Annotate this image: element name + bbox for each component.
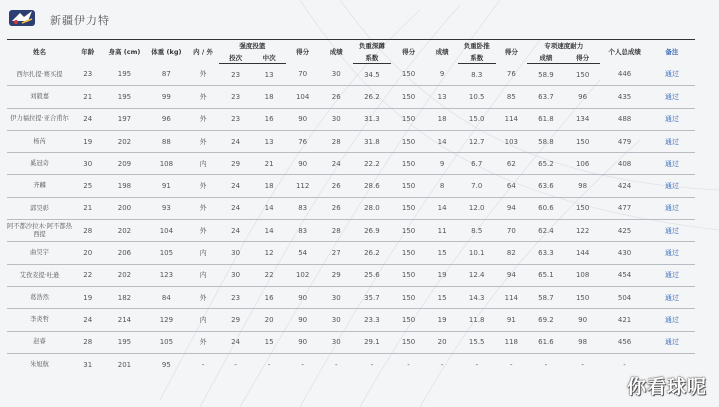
cell-weight: 129 [159, 315, 174, 324]
cell-load-run-coef: 26.2 [364, 249, 380, 258]
cell-strength-score: 104 [295, 92, 310, 101]
table-body [7, 64, 695, 376]
cell-player-name: 赵睿 [33, 338, 46, 346]
cell-load-run-score: 150 [401, 338, 416, 347]
cell-weight: 105 [159, 249, 174, 258]
cell-load-bench-score: 64 [506, 182, 516, 191]
cell-strength-score: 90 [298, 115, 308, 124]
cell-inside-outside: 外 [199, 92, 207, 101]
cell-load-run-coef: 31.3 [364, 115, 380, 124]
cell-load-run-result: 26 [331, 204, 341, 213]
cell-strength-hit: 12 [264, 249, 274, 258]
cell-note[interactable]: 通过 [664, 315, 679, 324]
cell-weight: 95 [161, 360, 171, 369]
cell-strength-count: 29 [231, 315, 241, 324]
cell-load-bench-result: 20 [437, 338, 447, 347]
cell-total-score: 424 [617, 182, 632, 191]
cell-inside-outside: 内 [199, 271, 207, 280]
cell-load-run-result: 28 [331, 226, 341, 235]
cell-total-score: 408 [617, 159, 632, 168]
cell-load-bench-score: 85 [506, 92, 516, 101]
cell-load-bench-result: 15 [437, 249, 447, 258]
cell-load-bench-score: 82 [506, 249, 516, 258]
cell-load-run-score: 150 [401, 159, 416, 168]
cell-endurance-result: 61.6 [538, 338, 554, 347]
cell-load-bench-score: 76 [506, 70, 516, 79]
cell-load-run-result: 30 [331, 70, 341, 79]
cell-inside-outside: 外 [199, 182, 207, 191]
cell-load-run-coef: 22.2 [364, 159, 380, 168]
cell-inside-outside: 外 [199, 204, 207, 213]
cell-note[interactable]: 通过 [664, 249, 679, 258]
cell-weight: 93 [161, 204, 171, 213]
cell-note[interactable]: 通过 [664, 293, 679, 302]
cell-load-bench-result: 9 [439, 159, 445, 168]
cell-load-run-score: 150 [401, 92, 416, 101]
cell-note[interactable]: 通过 [664, 182, 679, 191]
cell-inside-outside: 外 [199, 115, 207, 124]
cell-height: 206 [117, 249, 132, 258]
cell-player-name: 伊力福拉提·亚合甫尔 [10, 115, 69, 123]
cell-load-bench-result: 14 [437, 204, 447, 213]
cell-strength-hit: 22 [264, 271, 274, 280]
cell-load-bench-coef: 15.0 [468, 115, 485, 124]
cell-load-bench-coef: 7.0 [471, 182, 483, 191]
cell-endurance-score: - [581, 360, 584, 369]
cell-player-name: 杨芮 [33, 137, 46, 145]
cell-player-name: 阿不都沙拉木·阿不都热西提 [7, 223, 72, 238]
cell-strength-hit: 16 [264, 293, 274, 302]
table-row [7, 264, 695, 286]
cell-inside-outside: 外 [199, 70, 207, 79]
col-strength-hit: 中次 [252, 52, 286, 64]
cell-height: 202 [117, 137, 132, 146]
cell-height: 198 [117, 182, 132, 191]
cell-strength-hit: 18 [264, 182, 274, 191]
cell-strength-count: 23 [231, 293, 241, 302]
cell-load-run-coef: 28.6 [364, 182, 380, 191]
cell-load-bench-score: 114 [504, 293, 518, 302]
cell-note[interactable]: 通过 [664, 338, 679, 347]
cell-endurance-result: 65.1 [538, 271, 554, 280]
cell-height: 214 [117, 315, 132, 324]
cell-strength-count: 24 [231, 226, 241, 235]
cell-note[interactable]: 通过 [664, 159, 679, 168]
table-row [7, 242, 695, 264]
cell-player-name: 西尔扎提·赛买提 [16, 70, 63, 78]
cell-load-bench-coef: 8.5 [471, 226, 483, 235]
cell-endurance-result: 58.8 [538, 137, 554, 146]
cell-load-bench-result: 19 [437, 271, 447, 280]
cell-load-run-result: 30 [331, 338, 341, 347]
cell-load-run-score: 150 [401, 249, 416, 258]
cell-strength-hit: 13 [264, 137, 274, 146]
cell-weight: 96 [161, 115, 171, 124]
cell-note[interactable]: 通过 [664, 204, 679, 213]
cell-load-run-score: 150 [401, 70, 416, 79]
cell-load-bench-result: 14 [437, 137, 447, 146]
cell-endurance-result: - [544, 360, 548, 369]
cell-age: 19 [83, 293, 93, 302]
cell-strength-count: - [234, 360, 237, 369]
col-name: 姓名 [7, 40, 72, 64]
cell-age: 20 [83, 249, 93, 258]
col-age: 年龄 [72, 40, 103, 64]
cell-load-run-score: 150 [401, 137, 416, 146]
cell-height: 202 [117, 271, 132, 280]
cell-load-run-coef: - [370, 360, 374, 369]
cell-load-run-coef: 29.1 [364, 338, 380, 347]
cell-note[interactable]: 通过 [664, 271, 679, 280]
col-endurance-result: 成绩 [527, 52, 565, 64]
cell-load-bench-score: 91 [506, 315, 516, 324]
cell-age: 31 [83, 360, 93, 369]
col-load-bench-score: 得分 [496, 40, 527, 64]
cell-weight: 123 [159, 271, 174, 280]
cell-load-run-result: 30 [331, 315, 341, 324]
cell-strength-count: 24 [231, 338, 241, 347]
cell-age: 21 [83, 92, 93, 101]
cell-strength-score: 83 [298, 226, 308, 235]
cell-load-run-score: 150 [401, 293, 416, 302]
cell-total-score: 504 [617, 293, 632, 302]
cell-weight: 84 [161, 293, 171, 302]
cell-strength-hit: 15 [264, 338, 274, 347]
cell-load-bench-coef: - [475, 360, 478, 369]
cell-strength-count: 23 [231, 92, 241, 101]
col-endurance-score: 得分 [565, 52, 601, 64]
cell-load-bench-coef: 15.5 [468, 338, 485, 347]
cell-total-score: 421 [617, 315, 632, 324]
cell-endurance-result: 58.9 [538, 70, 554, 79]
col-weight: 体重 (kg) [145, 40, 187, 64]
cell-height: 182 [117, 293, 132, 302]
table-row [7, 108, 695, 130]
cell-strength-hit: 14 [264, 226, 274, 235]
cell-endurance-result: 65.2 [538, 159, 554, 168]
cell-endurance-score: 96 [578, 92, 588, 101]
cell-strength-count: 24 [231, 182, 241, 191]
cell-endurance-score: 122 [575, 226, 590, 235]
cell-endurance-result: 60.6 [538, 204, 554, 213]
cell-load-run-result: 26 [331, 182, 341, 191]
cell-total-score: 488 [617, 115, 632, 124]
col-strength-count: 投次 [219, 52, 253, 64]
table-row [7, 64, 695, 86]
col-load-run: 负重深蹲 [353, 40, 391, 52]
col-load-run-result: 成绩 [319, 40, 353, 64]
cell-endurance-score: 90 [578, 315, 588, 324]
cell-player-name: 刘毅嘉 [30, 93, 49, 101]
cell-endurance-result: 58.7 [538, 293, 554, 302]
cell-age: 28 [83, 338, 93, 347]
cell-endurance-score: 150 [575, 137, 590, 146]
cell-strength-count: 23 [231, 70, 241, 79]
cell-load-bench-coef: 12.4 [468, 271, 485, 280]
cell-total-score: 454 [617, 271, 632, 280]
cell-inside-outside: 外 [199, 226, 207, 235]
col-strength: 强度投篮 [219, 40, 286, 52]
cell-inside-outside: 内 [199, 315, 207, 324]
table-row [7, 130, 695, 152]
col-strength-score: 得分 [286, 40, 320, 64]
cell-total-score: 479 [617, 137, 632, 146]
cell-load-bench-coef: 12.0 [468, 204, 485, 213]
cell-strength-score: 90 [298, 159, 308, 168]
cell-total-score: 456 [617, 338, 632, 347]
cell-load-run-score: - [407, 360, 410, 369]
cell-endurance-result: 61.8 [538, 115, 554, 124]
col-load-bench: 负重卧推 [458, 40, 496, 52]
cell-load-run-score: 150 [401, 226, 416, 235]
cell-load-run-result: 26 [331, 92, 341, 101]
cell-load-run-result: 27 [331, 249, 341, 258]
cell-strength-score: 90 [298, 293, 308, 302]
cell-note[interactable]: 通过 [664, 226, 679, 235]
cell-endurance-result: 63.7 [538, 92, 554, 101]
cell-load-run-result: 30 [331, 293, 341, 302]
cell-strength-score: 54 [298, 249, 308, 258]
cell-weight: 108 [159, 159, 174, 168]
team-logo-icon [8, 7, 36, 29]
cell-load-run-score: 150 [401, 115, 416, 124]
table-row [7, 86, 695, 108]
cell-player-name: 葛浩然 [30, 293, 49, 301]
col-total: 个人总成绩 [600, 40, 648, 64]
cell-age: 30 [83, 159, 93, 168]
cell-endurance-score: 98 [578, 338, 588, 347]
cell-load-run-score: 150 [401, 271, 416, 280]
cell-strength-hit: 13 [264, 70, 274, 79]
cell-load-bench-result: 11 [437, 226, 447, 235]
cell-note[interactable]: 通过 [664, 92, 679, 101]
col-load-run-score: 得分 [391, 40, 427, 64]
col-height: 身高 (cm) [103, 40, 145, 64]
cell-load-bench-score: 94 [506, 271, 516, 280]
cell-age: 24 [83, 115, 93, 124]
cell-height: 195 [117, 338, 132, 347]
cell-total-score: 430 [617, 249, 632, 258]
cell-load-run-coef: 25.6 [364, 271, 380, 280]
cell-endurance-result: 62.4 [538, 226, 554, 235]
cell-inside-outside: - [201, 360, 205, 369]
cell-load-run-result: 29 [331, 271, 341, 280]
table-row [7, 175, 695, 197]
col-load-run-coef: 系数 [353, 52, 391, 64]
page-header [0, 0, 719, 36]
cell-age: 22 [83, 271, 93, 280]
cell-load-bench-result: 19 [437, 315, 447, 324]
cell-endurance-result: 63.6 [538, 182, 554, 191]
cell-strength-count: 24 [231, 137, 241, 146]
cell-endurance-score: 106 [575, 159, 590, 168]
watermark: 你看球呢 [626, 376, 707, 398]
cell-weight: 91 [161, 182, 171, 191]
cell-load-run-coef: 35.7 [364, 293, 380, 302]
cell-load-run-result: 30 [331, 115, 341, 124]
col-io: 内 / 外 [187, 40, 218, 64]
col-load-bench-coef: 系数 [458, 52, 496, 64]
cell-age: 23 [83, 70, 93, 79]
cell-endurance-score: 144 [575, 249, 590, 258]
cell-endurance-result: 63.3 [538, 249, 554, 258]
cell-endurance-score: 98 [578, 182, 588, 191]
cell-total-score: 477 [617, 204, 632, 213]
cell-load-bench-coef: 11.8 [468, 315, 485, 324]
cell-age: 21 [83, 204, 93, 213]
cell-height: 195 [117, 92, 132, 101]
cell-load-bench-result: 18 [437, 115, 447, 124]
cell-endurance-score: 134 [575, 115, 590, 124]
table-row [7, 331, 695, 353]
cell-endurance-score: 150 [575, 70, 590, 79]
fitness-test-table [7, 39, 695, 376]
table-row [7, 153, 695, 175]
cell-load-run-score: 150 [401, 204, 416, 213]
cell-inside-outside: 外 [199, 137, 207, 146]
cell-height: 209 [117, 159, 132, 168]
table-row [7, 353, 695, 375]
cell-strength-count: 30 [231, 271, 241, 280]
cell-weight: 87 [161, 70, 171, 79]
cell-total-score: 435 [617, 92, 632, 101]
cell-load-bench-coef: 12.7 [468, 137, 485, 146]
cell-load-run-score: 150 [401, 182, 416, 191]
col-endurance: 专项速度耐力 [527, 40, 600, 52]
cell-load-run-coef: 34.5 [364, 70, 380, 79]
cell-endurance-score: 150 [575, 204, 590, 213]
cell-note[interactable]: 通过 [664, 115, 679, 124]
cell-inside-outside: 外 [199, 293, 207, 302]
cell-strength-score: 90 [298, 338, 308, 347]
table-row [7, 197, 695, 219]
cell-age: 19 [83, 137, 93, 146]
cell-height: 202 [117, 226, 132, 235]
cell-total-score: - [623, 360, 626, 369]
cell-inside-outside: 外 [199, 338, 207, 347]
cell-load-bench-result: 8 [439, 182, 445, 191]
cell-strength-hit: 14 [264, 204, 274, 213]
cell-weight: 105 [159, 338, 174, 347]
cell-load-bench-score: 118 [504, 338, 518, 347]
cell-strength-hit: 20 [264, 315, 274, 324]
cell-load-run-coef: 26.9 [364, 226, 380, 235]
cell-load-bench-score: 70 [506, 226, 516, 235]
cell-strength-count: 23 [231, 115, 241, 124]
cell-player-name: 奚冠奇 [30, 160, 49, 168]
cell-weight: 88 [161, 137, 171, 146]
table-row [7, 286, 695, 308]
cell-load-run-coef: 28.0 [364, 204, 380, 213]
cell-strength-score: - [301, 360, 304, 369]
cell-age: 25 [83, 182, 93, 191]
col-note: 备注 [649, 40, 695, 64]
cell-load-bench-result: 9 [439, 70, 445, 79]
cell-load-bench-coef: 10.1 [468, 249, 485, 258]
col-load-bench-result: 成绩 [426, 40, 457, 64]
cell-strength-hit: 18 [264, 92, 274, 101]
cell-load-bench-result: - [440, 360, 444, 369]
cell-load-bench-score: - [510, 360, 513, 369]
cell-player-name: 郭昊彰 [30, 204, 49, 212]
cell-strength-score: 76 [298, 137, 308, 146]
cell-age: 28 [83, 226, 93, 235]
cell-load-run-score: 150 [401, 315, 416, 324]
cell-strength-score: 90 [298, 315, 308, 324]
cell-inside-outside: 内 [199, 249, 207, 258]
cell-note[interactable]: 通过 [664, 137, 679, 146]
cell-height: 197 [117, 115, 132, 124]
cell-player-name: 李炎哲 [30, 316, 49, 324]
cell-height: 200 [117, 204, 132, 213]
cell-strength-hit: - [267, 360, 271, 369]
cell-player-name: 曲昊宇 [30, 249, 49, 257]
cell-load-bench-result: 13 [437, 92, 447, 101]
cell-load-run-coef: 23.3 [364, 315, 380, 324]
cell-load-run-result: - [334, 360, 338, 369]
cell-load-bench-score: 62 [506, 159, 516, 168]
cell-strength-score: 102 [295, 271, 310, 280]
cell-load-bench-coef: 8.3 [471, 70, 483, 79]
cell-total-score: 446 [617, 70, 632, 79]
cell-total-score: 425 [617, 226, 632, 235]
cell-player-name: 齐麟 [33, 182, 46, 190]
cell-load-bench-result: 15 [437, 293, 447, 302]
cell-load-bench-coef: 6.7 [471, 159, 483, 168]
cell-load-bench-coef: 10.5 [468, 92, 485, 101]
cell-height: 195 [117, 70, 132, 79]
cell-load-bench-coef: 14.3 [468, 293, 485, 302]
cell-endurance-score: 150 [575, 293, 590, 302]
cell-player-name: 艾孜麦提·吐逊 [19, 271, 60, 279]
cell-load-run-coef: 26.2 [364, 92, 380, 101]
cell-load-run-result: 28 [331, 137, 341, 146]
table-row [7, 220, 695, 242]
cell-strength-score: 112 [295, 182, 310, 191]
header-row-top [7, 40, 695, 52]
cell-load-run-coef: 31.8 [364, 137, 380, 146]
cell-note[interactable]: 通过 [664, 70, 679, 79]
cell-height: 201 [117, 360, 132, 369]
cell-strength-count: 29 [231, 159, 241, 168]
cell-inside-outside: 内 [199, 159, 207, 168]
page-title: 新疆伊力特 [50, 14, 110, 27]
cell-player-name: 朱旭航 [30, 361, 49, 368]
cell-load-bench-score: 114 [504, 115, 518, 124]
cell-load-bench-score: 103 [504, 137, 518, 146]
cell-endurance-score: 108 [575, 271, 590, 280]
cell-load-run-result: 24 [331, 159, 341, 168]
cell-strength-score: 83 [298, 204, 308, 213]
cell-age: 24 [83, 315, 93, 324]
cell-weight: 104 [159, 226, 174, 235]
table-row [7, 309, 695, 331]
cell-endurance-result: 69.2 [538, 315, 554, 324]
cell-strength-count: 24 [231, 204, 241, 213]
cell-strength-count: 30 [231, 249, 241, 258]
cell-strength-score: 70 [298, 70, 308, 79]
cell-strength-hit: 21 [264, 159, 274, 168]
cell-load-bench-score: 94 [506, 204, 516, 213]
cell-strength-hit: 16 [264, 115, 274, 124]
cell-weight: 99 [161, 92, 171, 101]
